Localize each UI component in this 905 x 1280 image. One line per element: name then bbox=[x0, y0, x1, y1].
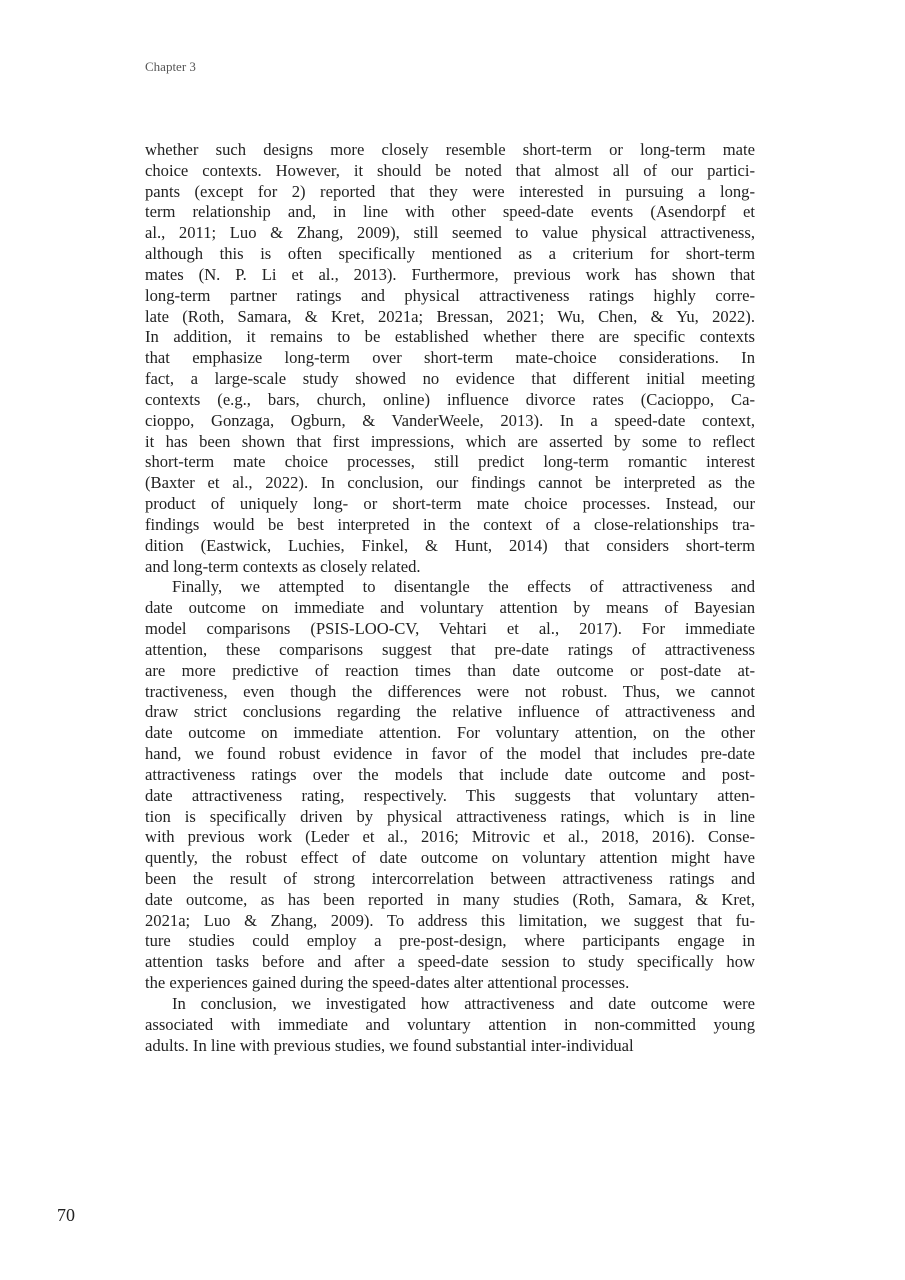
text-line: model comparisons (PSIS-LOO-CV, Vehtari et al., 2017). For immediate bbox=[145, 619, 755, 639]
text-line: In addition, it remains to be established whether there are specific contexts bbox=[145, 327, 755, 347]
text-line: whether such designs more closely resemble short-term or long-term mate bbox=[145, 140, 755, 159]
text-line: although this is often specifically mentioned as a criterium for short-term bbox=[145, 244, 755, 264]
body-text bbox=[145, 140, 755, 1056]
text-line: Finally, we attempted to disentangle the effects of attractiveness and bbox=[172, 577, 755, 597]
text-line: date attractiveness rating, respectively. This suggests that voluntary atten- bbox=[145, 785, 755, 805]
text-line: hand, we found robust evidence in favor of the model that includes pre-date bbox=[145, 744, 755, 764]
text-line: fact, a large-scale study showed no evidence that different initial meeting bbox=[145, 369, 755, 389]
paragraph bbox=[145, 577, 755, 994]
text-line: attention tasks before and after a speed-date session to study specifically how bbox=[145, 952, 755, 972]
text-line: are more predictive of reaction times than date outcome or post-date at- bbox=[145, 660, 755, 680]
text-line: cioppo, Gonzaga, Ogburn, & VanderWeele, 2013). In a speed-date context, bbox=[145, 410, 755, 430]
text-line: that emphasize long-term over short-term mate-choice considerations. In bbox=[145, 348, 755, 368]
text-line: attractiveness ratings over the models that include date outcome and post- bbox=[145, 764, 755, 784]
text-line: with previous work (Leder et al., 2016; Mitrovic et al., 2018, 2016). Conse- bbox=[145, 827, 755, 847]
text-line: mates (N. P. Li et al., 2013). Furthermore, previous work has shown that bbox=[145, 264, 755, 284]
paragraph bbox=[145, 994, 755, 1056]
text-line: contexts (e.g., bars, church, online) influence divorce rates (Cacioppo, Ca- bbox=[145, 389, 755, 409]
text-line: the experiences gained during the speed-dates alter attentional processes. bbox=[145, 973, 630, 993]
text-line: long-term partner ratings and physical attractiveness ratings highly corre- bbox=[145, 285, 755, 305]
text-line: pants (except for 2) reported that they were interested in pursuing a long- bbox=[145, 181, 755, 201]
text-line: tractiveness, even though the differences were not robust. Thus, we cannot bbox=[145, 681, 755, 701]
text-line: 2021a; Luo & Zhang, 2009). To address this limitation, we suggest that fu- bbox=[145, 910, 755, 930]
text-line: date outcome on immediate and voluntary attention by means of Bayesian bbox=[145, 598, 755, 618]
text-line: and long-term contexts as closely related. bbox=[145, 556, 421, 576]
text-line: date outcome on immediate attention. For voluntary attention, on the other bbox=[145, 723, 755, 743]
text-line: In conclusion, we investigated how attractiveness and date outcome were bbox=[172, 993, 755, 1013]
text-line: associated with immediate and voluntary attention in non-committed young bbox=[145, 1014, 755, 1034]
text-line: attention, these comparisons suggest that pre-date ratings of attractiveness bbox=[145, 639, 755, 659]
text-line: product of uniquely long- or short-term mate choice processes. Instead, our bbox=[145, 494, 755, 514]
text-line: term relationship and, in line with other speed-date events (Asendorpf et bbox=[145, 202, 755, 222]
running-head: Chapter 3 bbox=[145, 59, 196, 74]
text-line: al., 2011; Luo & Zhang, 2009), still seemed to value physical attractiveness, bbox=[145, 223, 755, 243]
text-line: findings would be best interpreted in the context of a close-relationships tra- bbox=[145, 514, 755, 534]
paragraph bbox=[145, 140, 755, 577]
text-line: it has been shown that first impressions, which are asserted by some to reflect bbox=[145, 431, 755, 451]
text-line: dition (Eastwick, Luchies, Finkel, & Hunt, 2014) that considers short-term bbox=[145, 535, 755, 555]
text-line: short-term mate choice processes, still predict long-term romantic interest bbox=[145, 452, 755, 472]
text-line: ture studies could employ a pre-post-design, where participants engage in bbox=[145, 931, 755, 951]
text-line: choice contexts. However, it should be noted that almost all of our partici- bbox=[145, 160, 755, 180]
page-number: 70 bbox=[57, 1205, 75, 1225]
text-line: late (Roth, Samara, & Kret, 2021a; Bressan, 2021; Wu, Chen, & Yu, 2022). bbox=[145, 306, 755, 326]
text-line: date outcome, as has been reported in many studies (Roth, Samara, & Kret, bbox=[145, 889, 755, 909]
text-line: (Baxter et al., 2022). In conclusion, our findings cannot be interpreted as the bbox=[145, 473, 755, 493]
text-line: tion is specifically driven by physical attractiveness ratings, which is in line bbox=[145, 806, 755, 826]
text-line: quently, the robust effect of date outcome on voluntary attention might have bbox=[145, 848, 755, 868]
text-line: adults. In line with previous studies, we found substantial inter-individual bbox=[145, 1035, 634, 1055]
text-line: draw strict conclusions regarding the relative influence of attractiveness and bbox=[145, 702, 755, 722]
text-line: been the result of strong intercorrelation between attractiveness ratings and bbox=[145, 868, 755, 888]
